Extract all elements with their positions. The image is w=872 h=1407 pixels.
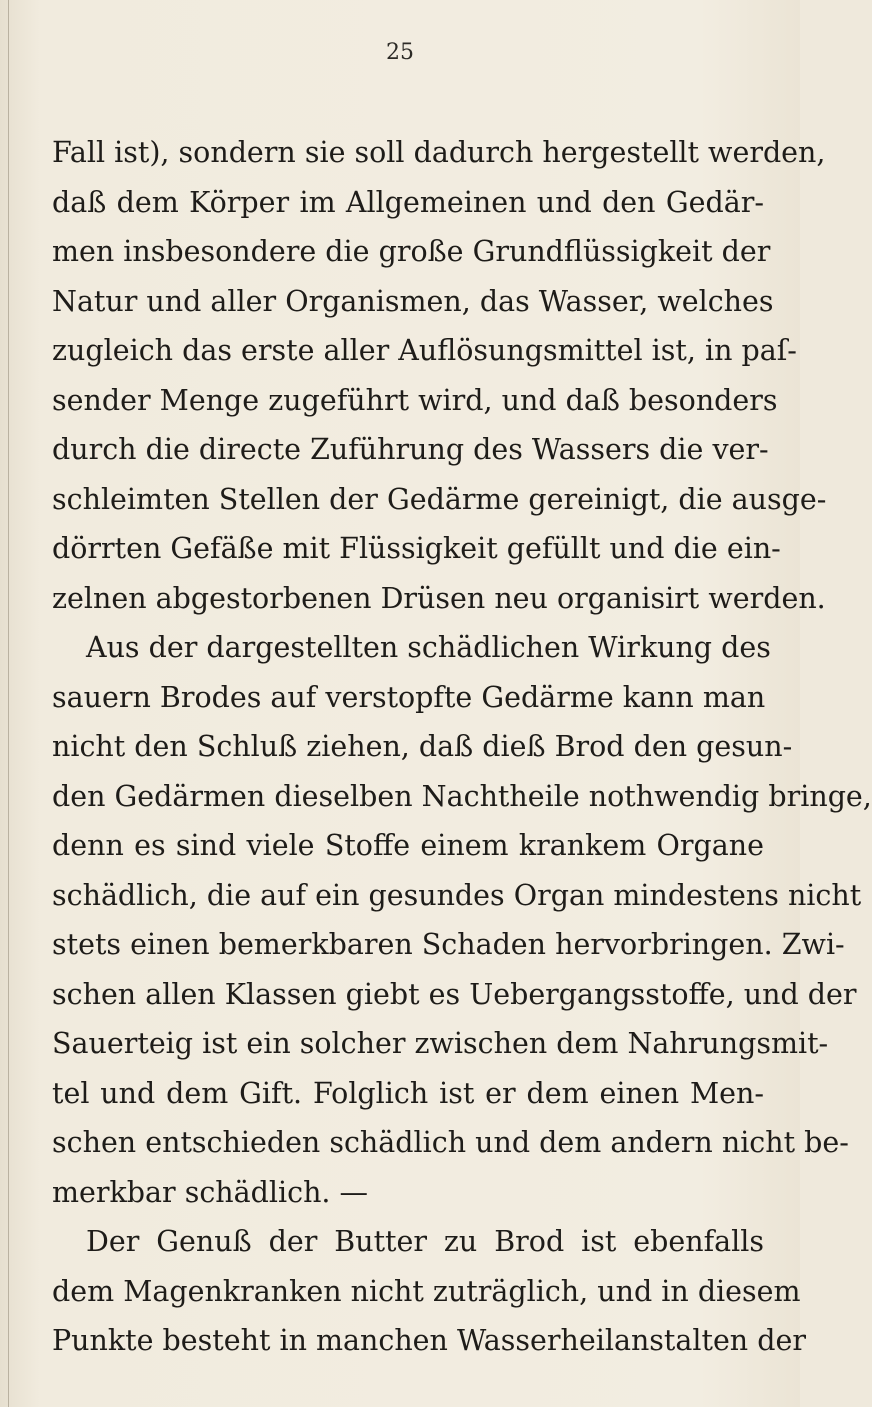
page-edge-line	[8, 0, 9, 1407]
text-line: Natur und aller Organismen, das Wasser, welches	[52, 284, 774, 318]
text-line: merkbar schädlich. —	[52, 1175, 369, 1209]
text-line: Punkte besteht in manchen Wasserheilanstalten der	[52, 1324, 806, 1357]
text-line: tel und dem Gift. Folglich ist er dem einen Men-	[52, 1076, 764, 1110]
text-line: zugleich das erste aller Auflösungsmittel ist, in paſ-	[52, 334, 797, 367]
text-line: Fall ist), sondern sie soll dadurch hergestellt werden,	[52, 136, 826, 169]
text-line: stets einen bemerkbaren Schaden hervorbringen. Zwi-	[52, 928, 845, 961]
text-line: sender Menge zugeführt wird, und daß besonders	[52, 383, 778, 417]
text-line: dörrten Gefäße mit Flüssigkeit gefüllt und die ein-	[52, 532, 781, 565]
body-text	[52, 128, 872, 1366]
text-line: men insbesondere die große Grundflüssigkeit der	[52, 235, 771, 268]
text-line: den Gedärmen dieselben Nachtheile nothwendig bringe,	[52, 779, 872, 813]
text-line: nicht den Schluß ziehen, daß dieß Brod den gesun-	[52, 730, 793, 763]
text-line: schen allen Klassen giebt es Uebergangsstoffe, und der	[52, 977, 857, 1011]
page-number: 25	[386, 40, 414, 65]
text-line: schleimten Stellen der Gedärme gereinigt, die ausge-	[52, 482, 827, 516]
text-line: Sauerteig ist ein solcher zwischen dem Nahrungsmit-	[52, 1027, 829, 1060]
text-line: schen entschieden schädlich und dem andern nicht be-	[52, 1126, 849, 1159]
text-line: dem Magenkranken nicht zuträglich, und in diesem	[52, 1274, 801, 1308]
text-line: denn es sind viele Stoffe einem krankem Organe	[52, 829, 764, 862]
text-line: sauern Brodes auf verstopfte Gedärme kann man	[52, 680, 766, 714]
text-line: durch die directe Zuführung des Wassers die ver-	[52, 433, 769, 466]
text-line: Aus der dargestellten schädlichen Wirkung des	[86, 631, 771, 664]
text-line: daß dem Körper im Allgemeinen und den Gedär-	[52, 185, 764, 219]
text-line: zelnen abgestorbenen Drüsen neu organisirt werden.	[52, 581, 826, 615]
text-line: Der Genuß der Butter zu Brod ist ebenfalls	[86, 1225, 764, 1258]
text-line: schädlich, die auf ein gesundes Organ mindestens nicht	[52, 878, 862, 912]
